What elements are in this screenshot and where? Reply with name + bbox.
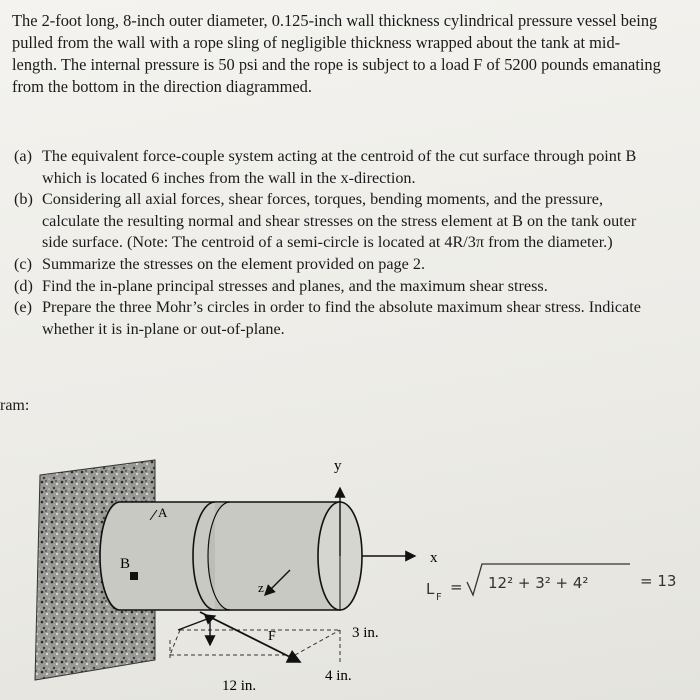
question-label: (c) bbox=[14, 254, 32, 273]
label-b: B bbox=[120, 556, 131, 572]
handwritten-equals: = bbox=[450, 578, 463, 596]
label-y: y bbox=[334, 458, 342, 474]
point-b-marker bbox=[130, 572, 138, 580]
problem-statement: The 2-foot long, 8-inch outer diameter, 0.125-inch wall thickness cylindrical pressure vessel being pulled from the wall with a rope sling of negligible thickness wrapped about the tank at mid-length. The internal pressure is 50 psi and the rope is subject to a load F of 5200 pounds emanating from the bottom in the direction diagrammed. bbox=[12, 11, 661, 96]
pressure-vessel-diagram bbox=[0, 440, 700, 700]
question-label: (b) bbox=[14, 190, 33, 209]
handwritten-result: = 13 bbox=[640, 572, 677, 590]
question-item-b bbox=[10, 189, 660, 254]
question-text: Summarize the stresses on the element provided on page 2. bbox=[42, 254, 425, 273]
label-a: A bbox=[158, 505, 168, 520]
label-f: F bbox=[268, 629, 276, 644]
handwritten-subscript: F bbox=[436, 592, 442, 603]
label-z: z bbox=[258, 580, 264, 595]
question-item-e bbox=[10, 297, 660, 340]
dimension-3-in: 3 in. bbox=[352, 625, 379, 641]
question-text: Considering all axial forces, shear forces, torques, bending moments, and the pressure, calculate the resulting normal and shear stresses on the stress element at B on the tank outer side surface. (Note: The centroid of a semi-circle is located at 4R/3π from the diameter.) bbox=[42, 190, 637, 252]
question-text: Prepare the three Mohr’s circles in order to find the absolute maximum shear stress. Indicate whether it is in-plane or out-of-plane. bbox=[42, 298, 641, 338]
handwritten-lhs: L bbox=[426, 580, 435, 598]
question-label: (a) bbox=[14, 147, 32, 165]
diagram-caption-fragment: ram: bbox=[0, 397, 30, 414]
question-label: (d) bbox=[14, 276, 33, 295]
question-list bbox=[10, 146, 660, 340]
question-label: (e) bbox=[14, 298, 32, 317]
question-item-d bbox=[10, 276, 660, 298]
question-item-c bbox=[10, 254, 660, 276]
handwritten-radicand: 12² + 3² + 4² bbox=[488, 574, 589, 592]
question-text: Find the in-plane principal stresses and planes, and the maximum shear stress. bbox=[42, 276, 548, 295]
dimension-4-in: 4 in. bbox=[325, 668, 352, 684]
question-text: The equivalent force-couple system acting at the centroid of the cut surface through point B which is located 6 inches from the wall in the x-direction. bbox=[42, 147, 637, 187]
handwritten-calculation bbox=[426, 564, 676, 603]
dimension-12-in: 12 in. bbox=[222, 678, 257, 694]
label-x: x bbox=[430, 550, 438, 566]
cylinder bbox=[100, 502, 362, 610]
question-item-a bbox=[10, 146, 660, 189]
dimension-box bbox=[170, 630, 340, 662]
